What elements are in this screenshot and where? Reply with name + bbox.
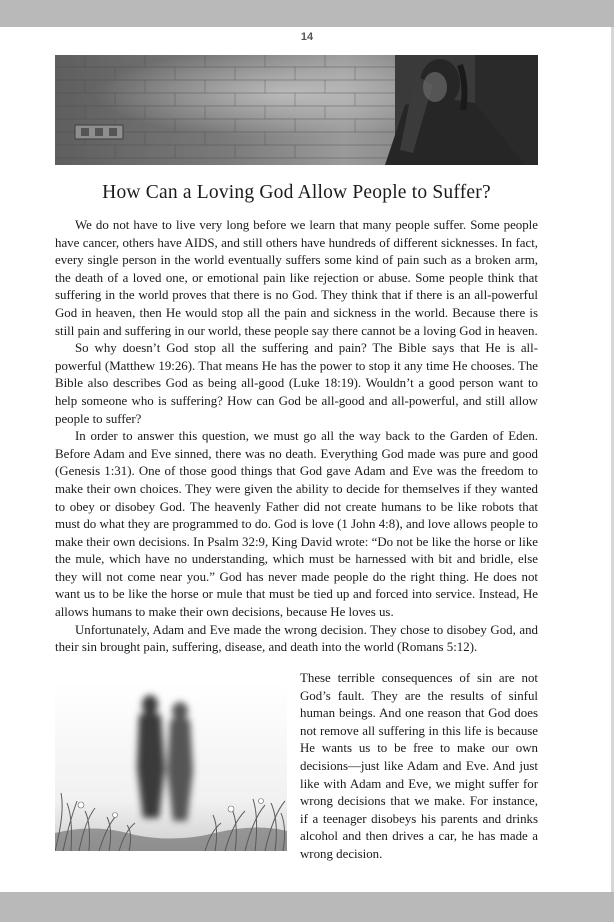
paragraph-1: We do not have to live very long before we learn that many people suffer. Some people have cancer, others have AIDS, and still others have hundreds of different sicknesses. In fact, every single person in the world eventually suffers some kind of pain such as a broken arm, the death of a loved one, or emotional pain like rejection or abuse. Some people think that suffering in the world proves that there is no God. They think that if there is an all-powerful God in heaven, then He would stop all the pain and sickness in the world. Because there is still pain and suffering in our world, these people say there cannot be a loving God in heaven.: [55, 218, 538, 338]
page-number: 14: [300, 31, 314, 43]
paragraph-4: Unfortunately, Adam and Eve made the wrong decision. They chose to disobey God, and their sin brought pain, suffering, disease, and death into the world (Romans 5:12).: [55, 622, 538, 655]
side-text: These terrible consequences of sin are not God’s fault. They are the results of sinful human beings. And one reason that God does not remove all suffering in this life is because He wants us to be free to make our own decisions—just like Adam and Eve. And just like with Adam and Eve, we might suffer for wrong decisions that we make. For instance, if a teenager disobeys his parents and drinks alcohol and then drives a car, he has made a wrong decision.: [300, 671, 538, 861]
article-body: [55, 217, 538, 657]
bottom-margin-band: [0, 892, 614, 922]
adam-eve-figure: [55, 683, 287, 851]
paragraph-2: So why doesn’t God stop all the suffering and pain? The Bible says that He is all-powerful (Matthew 19:26). That means He has the power to stop it any time He chooses. The Bible also describes God as being all-good (Luke 18:19). Wouldn’t a good person want to help someone who is suffering? How can God be all-good and all-powerful, and still allow people to suffer?: [55, 341, 538, 426]
header-photo: [55, 55, 538, 165]
top-margin-band: [0, 0, 614, 27]
paragraph-3: In order to answer this question, we must go all the way back to the Garden of Eden. Before Adam and Eve sinned, there was no death. Everything God made was pure and good (Genesis 1:31). One of those good things that God gave Adam and Eve was the freedom to make their own choices. They were given the ability to decide for themselves if they wanted to obey or disobey God. The heavenly Father did not create humans to be like robots that must do what they are programmed to do. God is love (1 John 4:8), and love allows people to make their own decisions. In Psalm 32:9, King David wrote: “Do not be like the horse or like the mule, which have no understanding, which must be harnessed with bit and bridle, else they will not come near you.” God has never made people do the right thing. He does not want us to be like the horse or mule that must be tied up and forced into service. Instead, He allows humans to make their own decisions, because He loves us.: [55, 429, 538, 620]
article-title: How Can a Loving God Allow People to Suffer?: [102, 182, 491, 203]
